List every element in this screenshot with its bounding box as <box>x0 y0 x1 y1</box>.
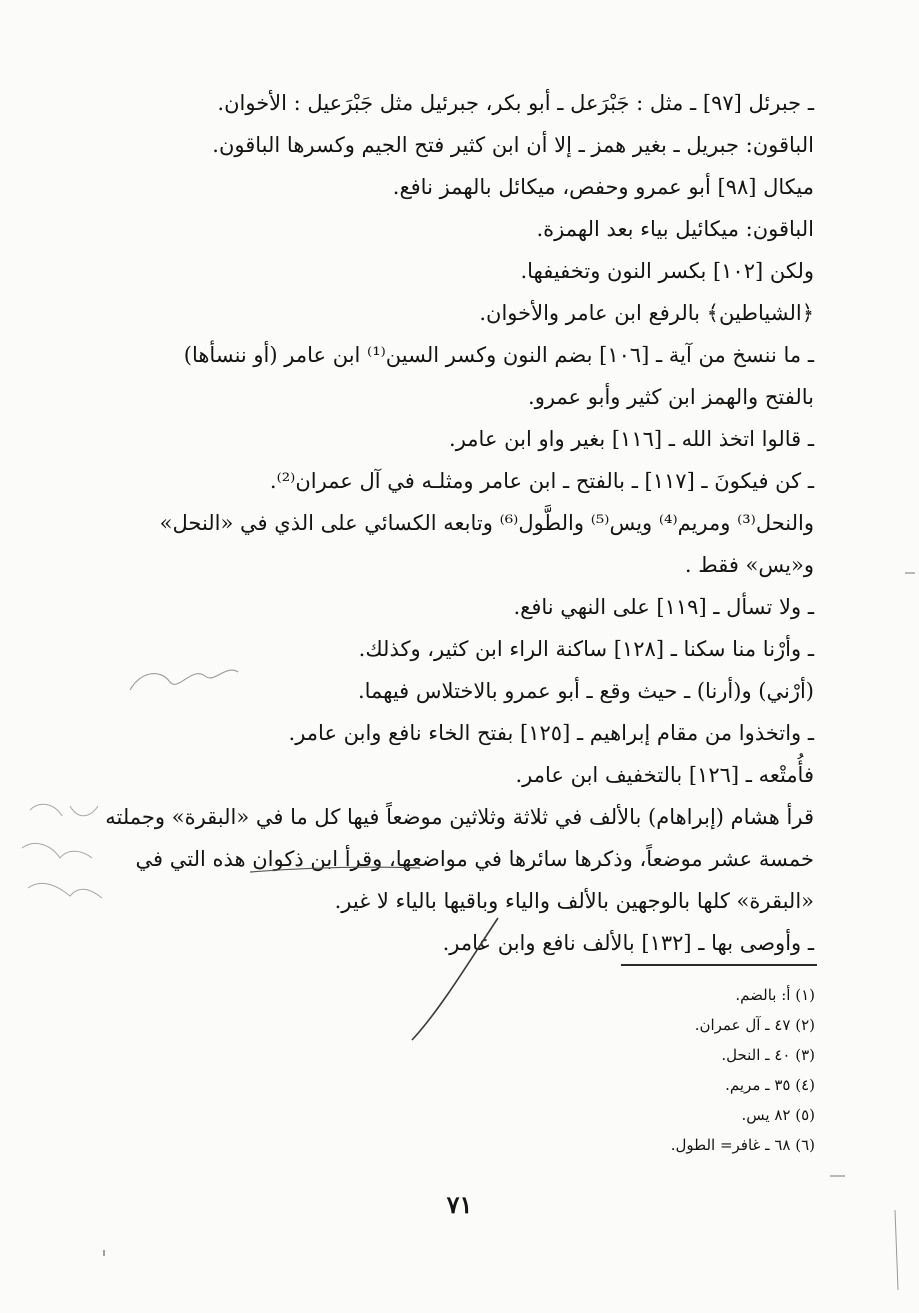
footnote-6: (٦) ٦٨ ـ غافر= الطول. <box>670 1136 815 1154</box>
text-line-14: ـ وأرْنا منا سكنا ـ [١٢٨] ساكنة الراء ابن كثير، وكذلك. <box>358 637 814 661</box>
page-number: ٧١ <box>446 1190 473 1219</box>
text-line-3: ميكال [٩٨] أبو عمرو وحفص، ميكائل بالهمز نافع. <box>392 175 814 199</box>
text-line-16: ـ واتخذوا من مقام إبراهيم ـ [١٢٥] بفتح الخاء نافع وابن عامر. <box>288 721 814 745</box>
footnote-3: (٣) ٤٠ ـ النحل. <box>721 1046 815 1064</box>
footnote-2: (٢) ٤٧ ـ آل عمران. <box>694 1016 815 1034</box>
edge-mark-right-3 <box>895 1210 898 1290</box>
text-line-4: الباقون: ميكائيل بياء بعد الهمزة. <box>536 217 814 241</box>
pencil-margin-note-2 <box>22 843 92 858</box>
text-line-13: ـ ولا تسأل ـ [١١٩] على النهي نافع. <box>513 595 814 619</box>
pencil-margin-note-3 <box>28 883 102 898</box>
main-text-block <box>105 82 814 964</box>
text-line-17: فأُمتْعه ـ [١٢٦] بالتخفيف ابن عامر. <box>515 763 814 787</box>
text-line-18: قرأ هشام (إبراهام) بالألف في ثلاثة وثلاثين موضعاً فيها كل ما في «البقرة» وجملته <box>105 805 814 829</box>
footnote-4: (٤) ٣٥ ـ مريم. <box>725 1076 815 1094</box>
text-line-5: ولكن [١٠٢] بكسر النون وتخفيفها. <box>520 259 814 283</box>
text-line-6: ﴿الشياطين﴾ بالرفع ابن عامر والأخوان. <box>479 301 814 325</box>
text-line-7: ـ ما ننسخ من آية ـ [١٠٦] بضم النون وكسر السين⁽¹⁾ ابن عامر (أو ننسأها) <box>183 343 814 367</box>
footnotes-block <box>575 980 815 1160</box>
text-line-20: «البقرة» كلها بالوجهين بالألف والياء وباقيها بالياء لا غير. <box>334 889 814 913</box>
text-line-9: ـ قالوا اتخذ الله ـ [١١٦] بغير واو ابن عامر. <box>449 427 814 451</box>
text-line-12: و«يس» فقط . <box>684 553 814 577</box>
footnote-1: (١) أ: بالضم. <box>735 986 815 1004</box>
text-line-1: ـ جبرئل [٩٧] ـ مثل : جَبْرَعل ـ أبو بكر، جبرئيل مثل جَبْرَعيل : الأخوان. <box>217 91 814 115</box>
footnote-5: (٥) ٨٢ يس. <box>741 1106 815 1124</box>
text-line-19: خمسة عشر موضعاً، وذكرها سائرها في مواضعها، وقرأ ابن ذكوان هذه التي في <box>135 847 814 871</box>
text-line-8: بالفتح والهمز ابن كثير وأبو عمرو. <box>528 385 814 409</box>
text-line-21: ـ وأوصى بها ـ [١٣٢] بالألف نافع وابن عامر. <box>442 931 814 955</box>
text-line-10: ـ كن فيكونَ ـ [١١٧] ـ بالفتح ـ ابن عامر ومثلـه في آل عمران⁽²⁾. <box>269 469 814 493</box>
text-line-11: والنحل⁽³⁾ ومريم⁽⁴⁾ ويس⁽⁵⁾ والطَّول⁽⁶⁾ وتابعه الكسائي على الذي في «النحل» <box>159 511 814 535</box>
text-line-2: الباقون: جبريل ـ بغير همز ـ إلا أن ابن كثير فتح الجيم وكسرها الباقون. <box>212 133 814 157</box>
footnote-divider <box>621 964 817 966</box>
pencil-margin-note-1 <box>30 804 98 816</box>
text-line-15: (أرْني) و(أرنا) ـ حيث وقع ـ أبو عمرو بالاختلاس فيهما. <box>357 679 814 703</box>
